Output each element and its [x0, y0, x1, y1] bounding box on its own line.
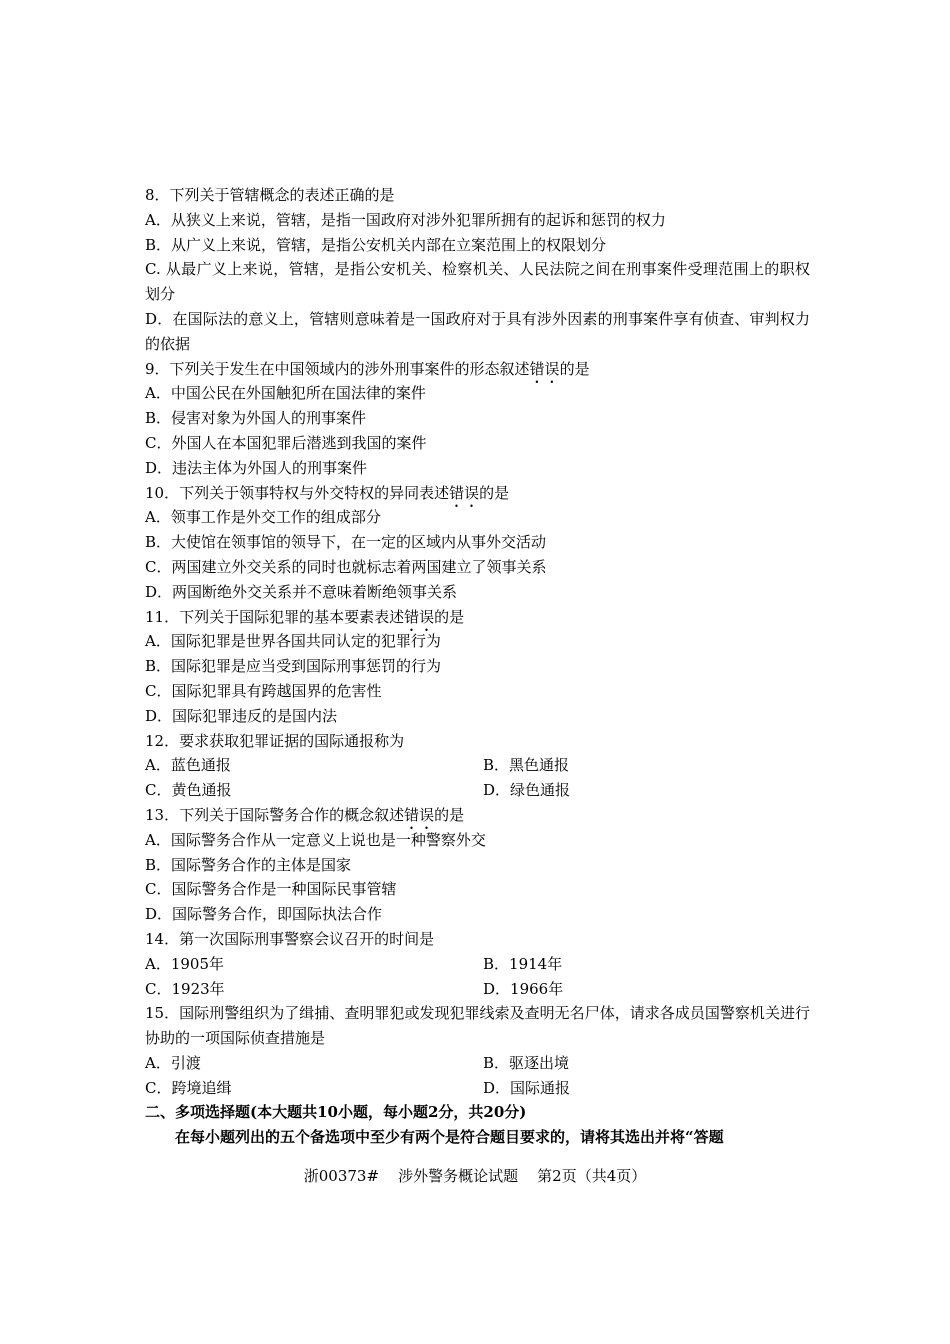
- question-13-option-b: B．国际警务合作的主体是国家: [145, 855, 352, 874]
- question-13-option-d: D．国际警务合作，即国际执法合作: [145, 905, 383, 924]
- question-9-option-a: A．中国公民在外国触犯所在国法律的案件: [145, 384, 426, 403]
- question-15-options-row-1: [145, 1051, 810, 1076]
- question-14-options-row-2: [145, 977, 810, 1002]
- question-9-stem: 9．下列关于发生在中国领域内的涉外刑事案件的形态叙述错误的是: [145, 359, 590, 378]
- section-2-instruction: 在每小题列出的五个备选项中至少有两个是符合题目要求的，请将其选出并将“答题: [175, 1128, 724, 1147]
- question-13-option-a: A．国际警务合作从一定意义上说也是一种警察外交: [145, 830, 486, 849]
- emphasis-mark: 错误: [529, 359, 560, 378]
- question-8-option-b: B．从广义上来说，管辖，是指公安机关内部在立案范围上的权限划分: [145, 235, 607, 254]
- question-14-stem: 14．第一次国际刑事警察会议召开的时间是: [145, 929, 435, 948]
- question-12-stem: 12．要求获取犯罪证据的国际通报称为: [145, 731, 405, 750]
- question-11-stem: 11．下列关于国际犯罪的基本要素表述错误的是: [145, 607, 465, 626]
- section-2-heading: 二、多项选择题(本大题共10小题，每小题2分，共20分): [145, 1103, 527, 1122]
- question-9-option-d: D．违法主体为外国人的刑事案件: [145, 458, 368, 477]
- question-8-option-d: D．在国际法的意义上，管辖则意味着是一国政府对于具有涉外因素的刑事案件享有侦查、审判权力的依据: [145, 309, 810, 353]
- question-15-stem: 15．国际刑警组织为了缉捕、查明罪犯或发现犯罪线索及查明无名尸体，请求各成员国警察机关进行协助的一项国际侦查措施是: [145, 1004, 810, 1048]
- question-10-option-d: D．两国断绝外交关系并不意味着断绝领事关系: [145, 582, 458, 601]
- question-11-option-b: B．国际犯罪是应当受到国际刑事惩罚的行为: [145, 657, 442, 676]
- question-8-option-c: C. 从最广义上来说，管辖，是指公安机关、检察机关、人民法院之间在刑事案件受理范围上的职权划分: [145, 260, 810, 304]
- question-15-options-row-2: [145, 1076, 810, 1101]
- question-15-option-d: D．国际通报: [483, 1078, 571, 1097]
- question-9-option-c: C．外国人在本国犯罪后潜逃到我国的案件: [145, 433, 427, 452]
- question-12-option-c: C．黄色通报: [145, 781, 232, 800]
- question-12-options-row-1: [145, 753, 810, 778]
- question-12-option-b: B．黑色通报: [483, 756, 570, 775]
- emphasis-mark: 错误: [449, 483, 480, 502]
- page-footer: 浙00373# 涉外警务概论试题 第2页（共4页）: [303, 1167, 647, 1185]
- question-10-stem: 10．下列关于领事特权与外交特权的异同表述错误的是: [145, 483, 510, 502]
- question-8-option-a: A．从狭义上来说，管辖，是指一国政府对涉外犯罪所拥有的起诉和惩罚的权力: [145, 210, 666, 229]
- question-11-option-a: A．国际犯罪是世界各国共同认定的犯罪行为: [145, 632, 441, 651]
- question-10-option-c: C．两国建立外交关系的同时也就标志着两国建立了领事关系: [145, 557, 547, 576]
- question-14-option-d: D．1966年: [483, 979, 564, 998]
- question-10-option-a: A．领事工作是外交工作的组成部分: [145, 508, 381, 527]
- question-11-option-c: C．国际犯罪具有跨越国界的危害性: [145, 681, 382, 700]
- emphasis-mark: 错误: [404, 607, 435, 626]
- question-14-option-a: A．1905年: [145, 954, 225, 973]
- question-14-options-row-1: [145, 952, 810, 977]
- emphasis-mark: 错误: [404, 805, 435, 824]
- question-11-option-d: D．国际犯罪违反的是国内法: [145, 706, 338, 725]
- question-15-option-c: C．跨境追缉: [145, 1078, 232, 1097]
- question-10-option-b: B．大使馆在领事馆的领导下，在一定的区域内从事外交活动: [145, 533, 547, 552]
- question-12-option-d: D．绿色通报: [483, 781, 571, 800]
- question-13-option-c: C．国际警务合作是一种国际民事管辖: [145, 880, 397, 899]
- question-9-option-b: B．侵害对象为外国人的刑事案件: [145, 409, 367, 428]
- question-12-option-a: A．蓝色通报: [145, 756, 231, 775]
- question-13-stem: 13．下列关于国际警务合作的概念叙述错误的是: [145, 805, 465, 824]
- question-12-options-row-2: [145, 778, 810, 803]
- exam-content: [145, 183, 810, 1150]
- question-8-stem: 8．下列关于管辖概念的表述正确的是: [145, 186, 395, 204]
- question-14-option-b: B．1914年: [483, 954, 563, 973]
- question-14-option-c: C．1923年: [145, 979, 225, 998]
- question-15-option-a: A．引渡: [145, 1053, 201, 1072]
- question-15-option-b: B．驱逐出境: [483, 1053, 570, 1072]
